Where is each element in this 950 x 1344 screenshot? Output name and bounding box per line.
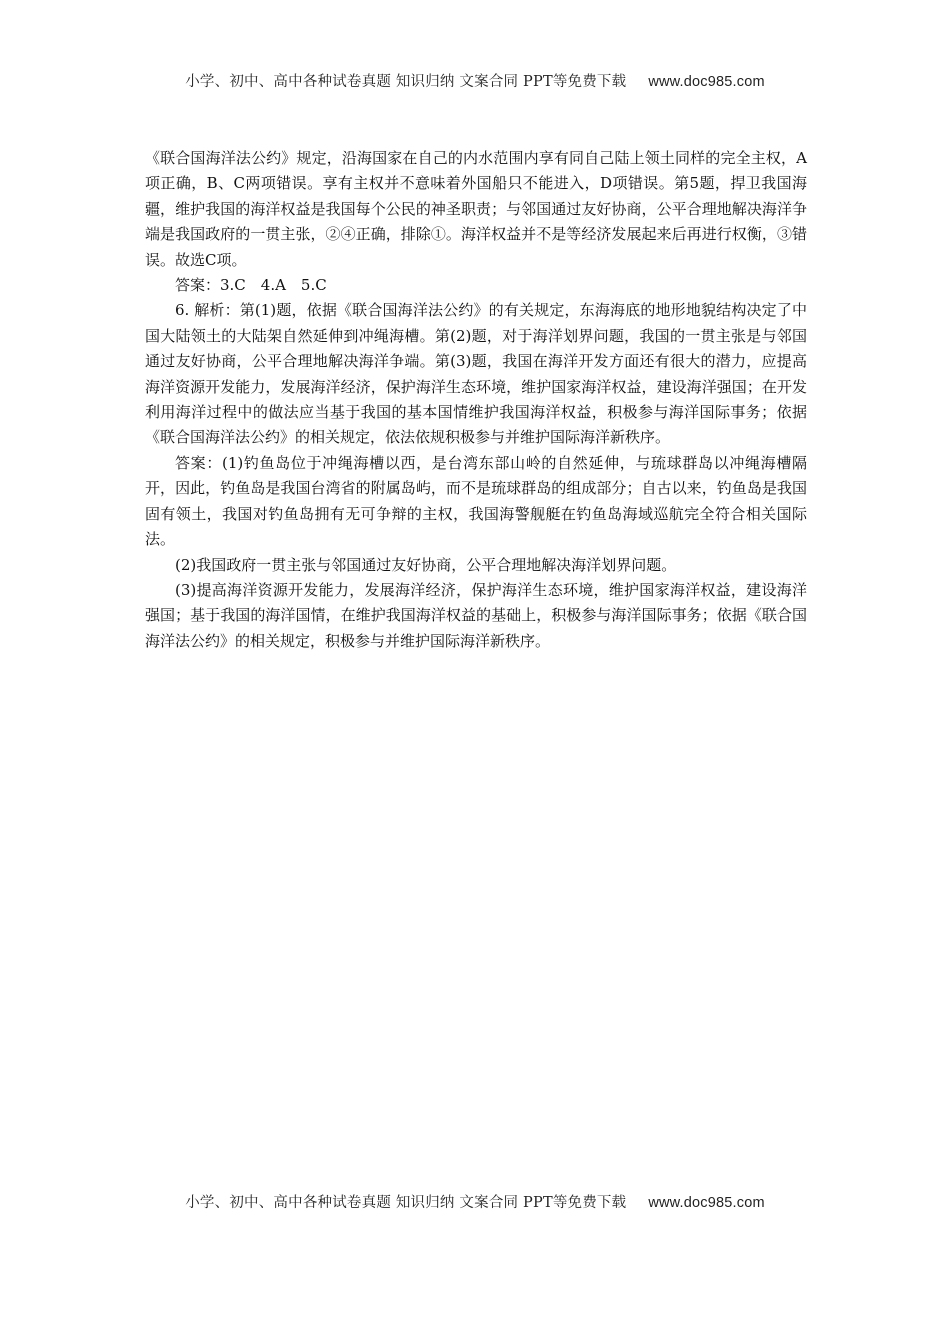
- footer-slogan: 小学、初中、高中各种试卷真题 知识归纳 文案合同 PPT等免费下载: [185, 1195, 627, 1211]
- document-body: [145, 146, 807, 654]
- footer-site-link[interactable]: www.doc985.com: [648, 1195, 765, 1211]
- paragraph-answer-6-1: 答案：(1)钓鱼岛位于冲绳海槽以西，是台湾东部山岭的自然延伸，与琉球群岛以冲绳海槽隔开，因此，钓鱼岛是我国台湾省的附属岛屿，而不是琉球群岛的组成部分；自古以来，钓鱼岛是我国固有领土，我国对钓鱼岛拥有无可争辩的主权，我国海警舰艇在钓鱼岛海域巡航完全符合相关国际法。: [145, 453, 807, 549]
- paragraph-answer-6-2: (2)我国政府一贯主张与邻国通过友好协商，公平合理地解决海洋划界问题。: [175, 555, 677, 574]
- page-footer: [0, 1191, 950, 1212]
- header-slogan: 小学、初中、高中各种试卷真题 知识归纳 文案合同 PPT等免费下载: [185, 74, 627, 90]
- page-header: [0, 70, 950, 91]
- paragraph-analysis-6: 6. 解析：第(1)题，依据《联合国海洋法公约》的有关规定，东海海底的地形地貌结构决定了中国大陆领土的大陆架自然延伸到冲绳海槽。第(2)题，对于海洋划界问题，我国的一贯主张是与邻国通过友好协商，公平合理地解决海洋争端。第(3)题，我国在海洋开发方面还有很大的潜力，应提高海洋资源开发能力，发展海洋经济，保护海洋生态环境，维护国家海洋权益，建设海洋强国；在开发利用海洋过程中的做法应当基于我国的基本国情维护我国海洋权益，积极参与海洋国际事务；依据《联合国海洋法公约》的相关规定，依法依规积极参与并维护国际海洋新秩序。: [145, 301, 807, 447]
- paragraph-analysis-continued: 《联合国海洋法公约》规定，沿海国家在自己的内水范围内享有同自己陆上领土同样的完全主权，A项正确，B、C两项错误。享有主权并不意味着外国船只不能进入，D项错误。第5题，捍卫我国海疆，维护我国的海洋权益是我国每个公民的神圣职责；与邻国通过友好协商，公平合理地解决海洋争端是我国政府的一贯主张，②④正确，排除①。海洋权益并不是等经济发展起来后再进行权衡，③错误。故选C项。: [145, 149, 807, 269]
- paragraph-answer-3-5: 答案：3.C 4.A 5.C: [175, 276, 327, 295]
- header-site-link[interactable]: www.doc985.com: [648, 74, 765, 90]
- paragraph-answer-6-3: (3)提高海洋资源开发能力，发展海洋经济，保护海洋生态环境，维护国家海洋权益，建设海洋强国；基于我国的海洋国情，在维护我国海洋权益的基础上，积极参与海洋国际事务；依据《联合国海洋法公约》的相关规定，积极参与并维护国际海洋新秩序。: [145, 580, 807, 650]
